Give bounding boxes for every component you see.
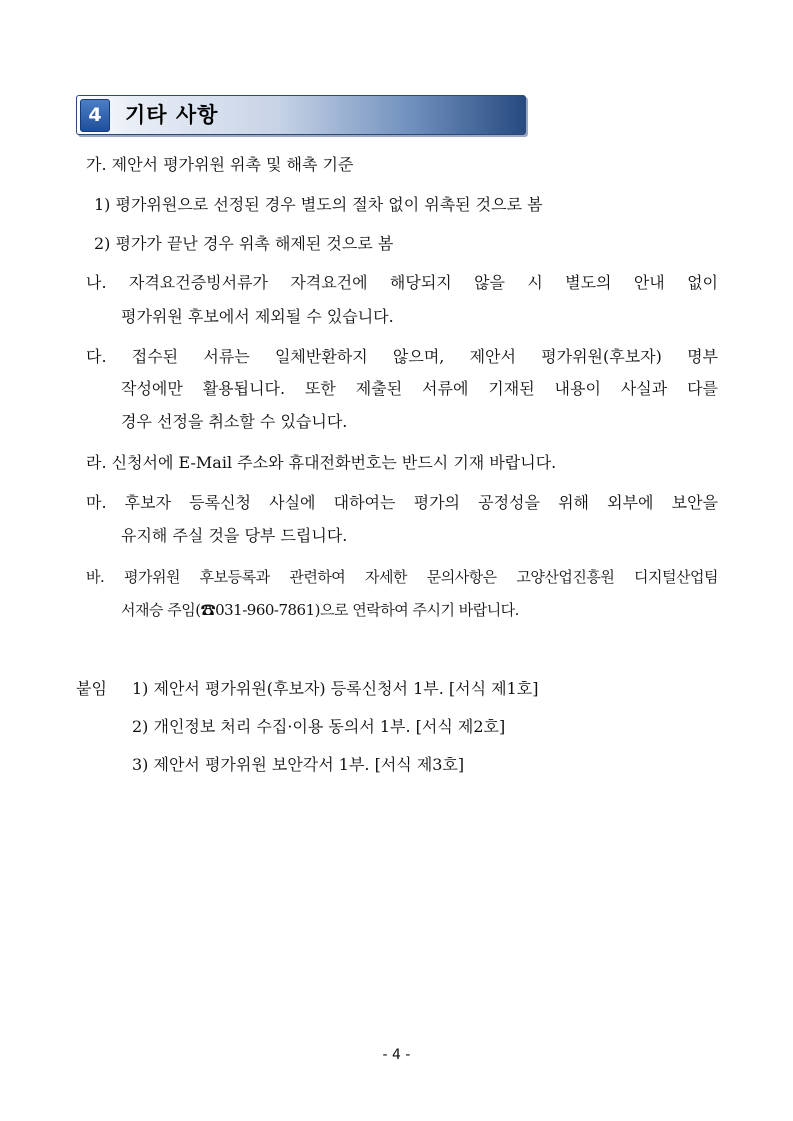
item-ma-line2: 유지해 주실 것을 당부 드립니다.	[121, 526, 348, 545]
attachment-item-2: 2) 개인정보 처리 수집·이용 동의서 1부. [서식 제2호]	[132, 717, 506, 736]
item-ga-sub1: 1) 평가위원으로 선정된 경우 별도의 절차 없이 위촉된 것으로 봄	[94, 195, 543, 214]
section-number-badge: 4	[80, 99, 110, 132]
item-ga-label: 가. 제안서 평가위원 위촉 및 해촉 기준	[86, 155, 354, 174]
item-ba-line2: 서재승 주임(☎031-960-7861)으로 연락하여 주시기 바랍니다.	[121, 601, 519, 619]
section-header	[76, 95, 526, 135]
item-ga-sub2: 2) 평가가 끝난 경우 위촉 해제된 것으로 봄	[94, 234, 394, 253]
item-na-line1: 나. 자격요건증빙서류가 자격요건에 해당되지 않을 시 별도의 안내 없이	[86, 273, 718, 292]
page-number: - 4 -	[382, 1047, 411, 1063]
attachment-item-1: 1) 제안서 평가위원(후보자) 등록신청서 1부. [서식 제1호]	[132, 679, 539, 698]
section-title: 기타 사항	[125, 103, 219, 127]
item-da-line3: 경우 선정을 취소할 수 있습니다.	[121, 412, 348, 431]
item-ba-line1: 바. 평가위원 후보등록과 관련하여 자세한 문의사항은 고양산업진흥원 디지털산업팀	[86, 568, 718, 586]
item-na-line2: 평가위원 후보에서 제외될 수 있습니다.	[121, 307, 394, 326]
attachment-item-3: 3) 제안서 평가위원 보안각서 1부. [서식 제3호]	[132, 755, 465, 774]
attachments-label: 붙임	[76, 679, 107, 698]
item-da-line2: 작성에만 활용됩니다. 또한 제출된 서류에 기재된 내용이 사실과 다를	[121, 379, 718, 398]
item-ma-line1: 마. 후보자 등록신청 사실에 대하여는 평가의 공정성을 위해 외부에 보안을	[86, 493, 718, 512]
item-ra-line1: 라. 신청서에 E-Mail 주소와 휴대전화번호는 반드시 기재 바랍니다.	[86, 453, 557, 472]
item-da-line1: 다. 접수된 서류는 일체반환하지 않으며, 제안서 평가위원(후보자) 명부	[86, 347, 718, 366]
